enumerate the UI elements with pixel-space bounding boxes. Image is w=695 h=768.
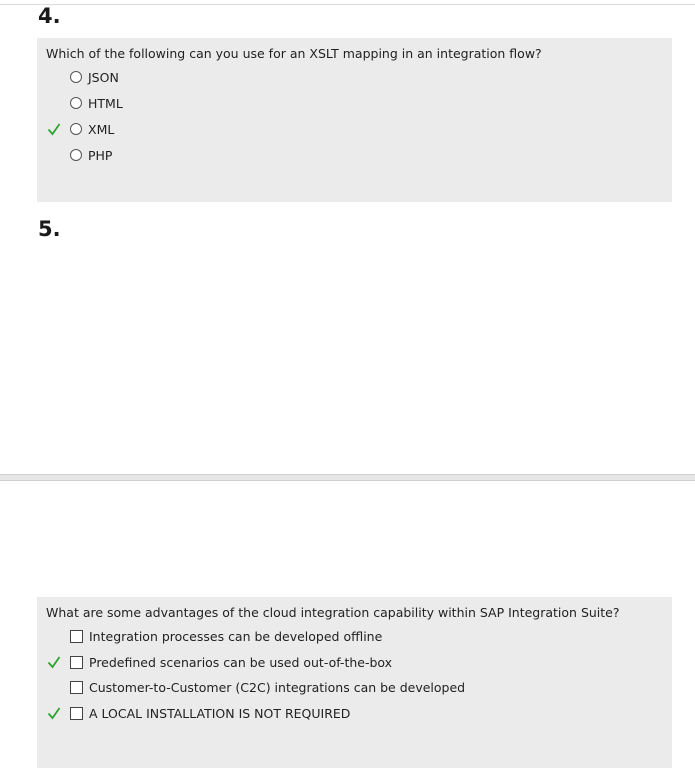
option-html[interactable] xyxy=(70,94,123,112)
option-label: A LOCAL INSTALLATION IS NOT REQUIRED xyxy=(89,705,351,721)
option-label: JSON xyxy=(88,69,119,85)
question-5-panel xyxy=(37,597,672,768)
question-5-number: 5. xyxy=(38,217,61,241)
option-predefined-scenarios[interactable] xyxy=(70,653,392,671)
option-label: Predefined scenarios can be used out-of-the-box xyxy=(89,654,393,670)
correct-check-icon xyxy=(47,122,61,136)
page-break-divider xyxy=(0,474,695,481)
option-label: Customer-to-Customer (C2C) integrations can be developed xyxy=(89,679,466,695)
correct-check-icon xyxy=(47,655,61,669)
option-label: PHP xyxy=(88,147,113,163)
radio-button[interactable] xyxy=(70,97,82,109)
checkbox[interactable] xyxy=(70,630,83,643)
option-xml[interactable] xyxy=(70,120,114,138)
option-no-local-installation[interactable] xyxy=(70,704,350,722)
checkbox[interactable] xyxy=(70,681,83,694)
checkbox[interactable] xyxy=(70,707,83,720)
question-4-panel xyxy=(37,38,672,202)
option-label: Integration processes can be developed offline xyxy=(89,628,383,644)
option-php[interactable] xyxy=(70,146,112,164)
option-label: XML xyxy=(88,121,115,137)
question-4-number: 4. xyxy=(38,4,61,28)
top-divider xyxy=(0,4,695,5)
radio-button[interactable] xyxy=(70,71,82,83)
question-5-prompt: What are some advantages of the cloud integration capability within SAP Integration Suite? xyxy=(46,605,620,620)
option-json[interactable] xyxy=(70,68,119,86)
option-c2c-integrations[interactable] xyxy=(70,678,465,696)
checkbox[interactable] xyxy=(70,656,83,669)
radio-button[interactable] xyxy=(70,149,82,161)
option-developed-offline[interactable] xyxy=(70,627,382,645)
radio-button[interactable] xyxy=(70,123,82,135)
option-label: HTML xyxy=(88,95,123,111)
question-4-prompt: Which of the following can you use for an XSLT mapping in an integration flow? xyxy=(46,46,542,61)
correct-check-icon xyxy=(47,706,61,720)
